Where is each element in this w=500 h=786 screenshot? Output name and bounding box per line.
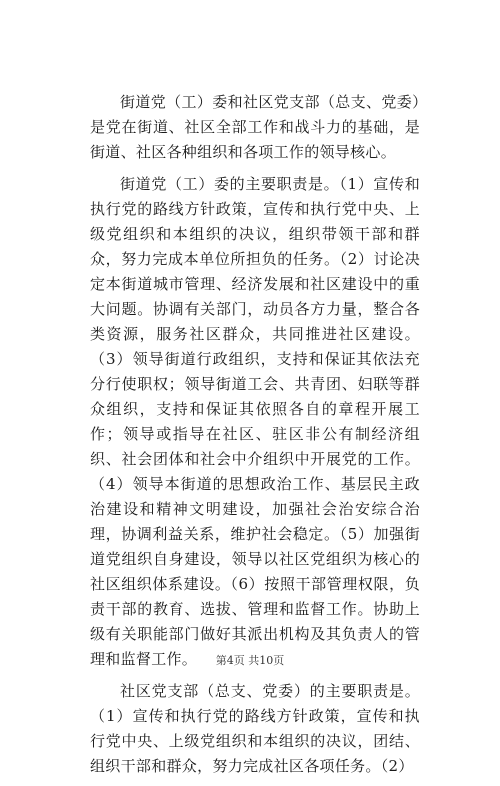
page-footer: 第4页 共10页 [215, 654, 285, 667]
paragraph-2: 街道党（工）委的主要职责是。（1）宣传和执行党的路线方针政策，宣传和执行党中央、上级党组织和本组织的决议，组织带领干部和群众，努力完成本单位所担负的任务。（2）讨论决定本街道城市管理、经济发展和社区建设中的重大问题。协调有关部门，动员各方力量，整合各类资源，服务社区群众，共同推进社区建设。（3）领导街道行政组织，支持和保证其依法充分行使职权；领导街道工会、共青团、妇联等群众组织，支持和保证其依照各自的章程开展工作；领导或指导在社区、驻区非公有制经济组织、社会团体和社会中介组织中开展党的工作。（4）领导本街道的思想政治工作、基层民主政治建设和精神文明建设，加强社会治安综合治理，协调利益关系，维护社会稳定。（5）加强街道党组织自身建设，领导以社区党组织为核心的社区组织体系建设。（6）按照干部管理权限，负责干部的教育、选拔、管理和监督工作。协助上级有关职能部门做好其派出机构及其负责人的管理和监督工作。 [90, 175, 420, 668]
paragraph-1: 街道党（工）委和社区党支部（总支、党委）是党在街道、社区全部工作和战斗力的基础，是街道、社区各种组织和各项工作的领导核心。 [90, 93, 420, 161]
paragraph-3: 社区党支部（总支、党委）的主要职责是。（1）宣传和执行党的路线方针政策，宣传和执行党中央、上级党组织和本组织的决议，团结、组织干部和群众，努力完成社区各项任务。（2） [90, 682, 420, 775]
document-body [90, 90, 420, 786]
